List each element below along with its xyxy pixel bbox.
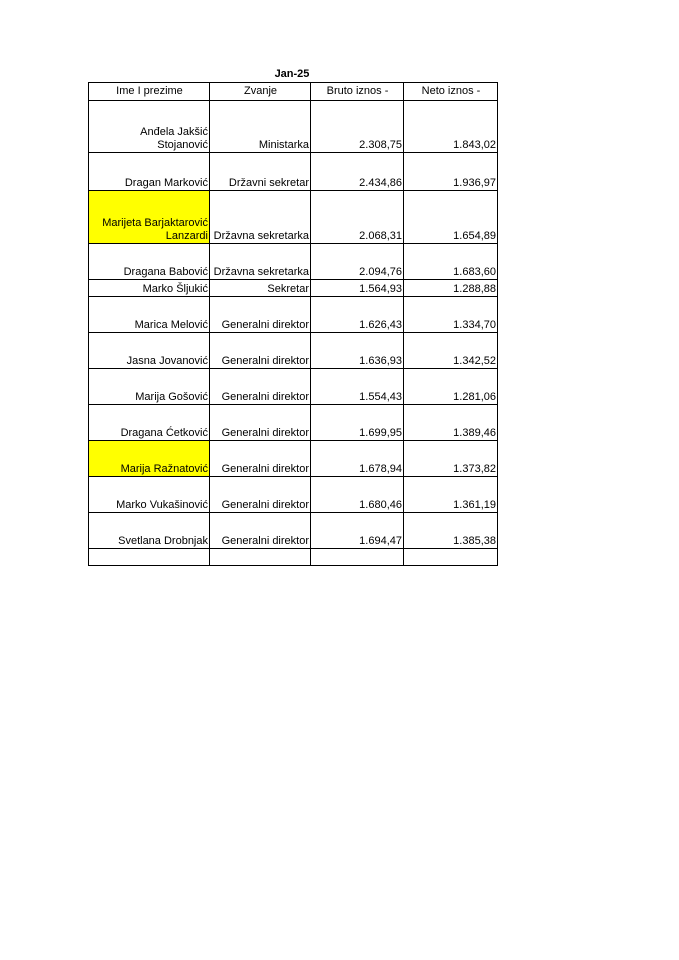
cell-net: 1.281,06 <box>404 369 498 405</box>
cell-gross: 2.434,86 <box>311 153 404 191</box>
cell-title: Generalni direktor <box>210 369 311 405</box>
cell-title: Sekretar <box>210 280 311 297</box>
table-row <box>89 280 498 297</box>
table-row <box>89 191 498 244</box>
column-header-name: Ime I prezime <box>89 83 210 101</box>
table-row <box>89 405 498 441</box>
table-row <box>89 101 498 153</box>
cell-net: 1.654,89 <box>404 191 498 244</box>
empty-cell <box>311 549 404 566</box>
cell-title: Generalni direktor <box>210 513 311 549</box>
cell-title: Državna sekretarka <box>210 191 311 244</box>
cell-net: 1.334,70 <box>404 297 498 333</box>
cell-gross: 1.678,94 <box>311 441 404 477</box>
cell-net: 1.288,88 <box>404 280 498 297</box>
cell-name: Svetlana Drobnjak <box>89 513 210 549</box>
table-header-row <box>89 83 498 101</box>
cell-gross: 2.068,31 <box>311 191 404 244</box>
cell-title: Generalni direktor <box>210 333 311 369</box>
sheet-title: Jan-25 <box>274 68 310 80</box>
table-row <box>89 513 498 549</box>
cell-name: Marija Ražnatović <box>89 441 210 477</box>
cell-title: Ministarka <box>210 101 311 153</box>
cell-name: Marija Gošović <box>89 369 210 405</box>
empty-cell <box>210 549 311 566</box>
cell-title: Generalni direktor <box>210 405 311 441</box>
column-header-title: Zvanje <box>210 83 311 101</box>
cell-gross: 1.636,93 <box>311 333 404 369</box>
cell-gross: 1.694,47 <box>311 513 404 549</box>
table-row <box>89 477 498 513</box>
table-row <box>89 333 498 369</box>
cell-title: Generalni direktor <box>210 477 311 513</box>
cell-name: Marijeta Barjaktarović Lanzardi <box>89 191 210 244</box>
cell-title: Državni sekretar <box>210 153 311 191</box>
cell-name: Jasna Jovanović <box>89 333 210 369</box>
cell-title: Državna sekretarka <box>210 244 311 280</box>
cell-name: Marko Vukašinović <box>89 477 210 513</box>
column-header-gross: Bruto iznos - <box>311 83 404 101</box>
cell-gross: 2.308,75 <box>311 101 404 153</box>
empty-row <box>89 549 498 566</box>
cell-name: Dragan Marković <box>89 153 210 191</box>
cell-gross: 1.554,43 <box>311 369 404 405</box>
cell-net: 1.683,60 <box>404 244 498 280</box>
cell-net: 1.389,46 <box>404 405 498 441</box>
empty-cell <box>404 549 498 566</box>
cell-net: 1.385,38 <box>404 513 498 549</box>
cell-gross: 1.564,93 <box>311 280 404 297</box>
column-header-net: Neto iznos - <box>404 83 498 101</box>
table-row <box>89 441 498 477</box>
cell-net: 1.342,52 <box>404 333 498 369</box>
cell-net: 1.936,97 <box>404 153 498 191</box>
cell-net: 1.373,82 <box>404 441 498 477</box>
cell-gross: 1.626,43 <box>311 297 404 333</box>
table-row <box>89 369 498 405</box>
cell-net: 1.843,02 <box>404 101 498 153</box>
table-row <box>89 244 498 280</box>
table-row <box>89 153 498 191</box>
cell-gross: 2.094,76 <box>311 244 404 280</box>
cell-name: Dragana Ćetković <box>89 405 210 441</box>
salary-table <box>88 82 498 566</box>
cell-gross: 1.680,46 <box>311 477 404 513</box>
table-row <box>89 297 498 333</box>
empty-cell <box>89 549 210 566</box>
cell-name: Anđela Jakšić Stojanović <box>89 101 210 153</box>
cell-gross: 1.699,95 <box>311 405 404 441</box>
cell-title: Generalni direktor <box>210 297 311 333</box>
cell-name: Marko Šljukić <box>89 280 210 297</box>
cell-name: Dragana Babović <box>89 244 210 280</box>
cell-title: Generalni direktor <box>210 441 311 477</box>
cell-net: 1.361,19 <box>404 477 498 513</box>
cell-name: Marica Melović <box>89 297 210 333</box>
